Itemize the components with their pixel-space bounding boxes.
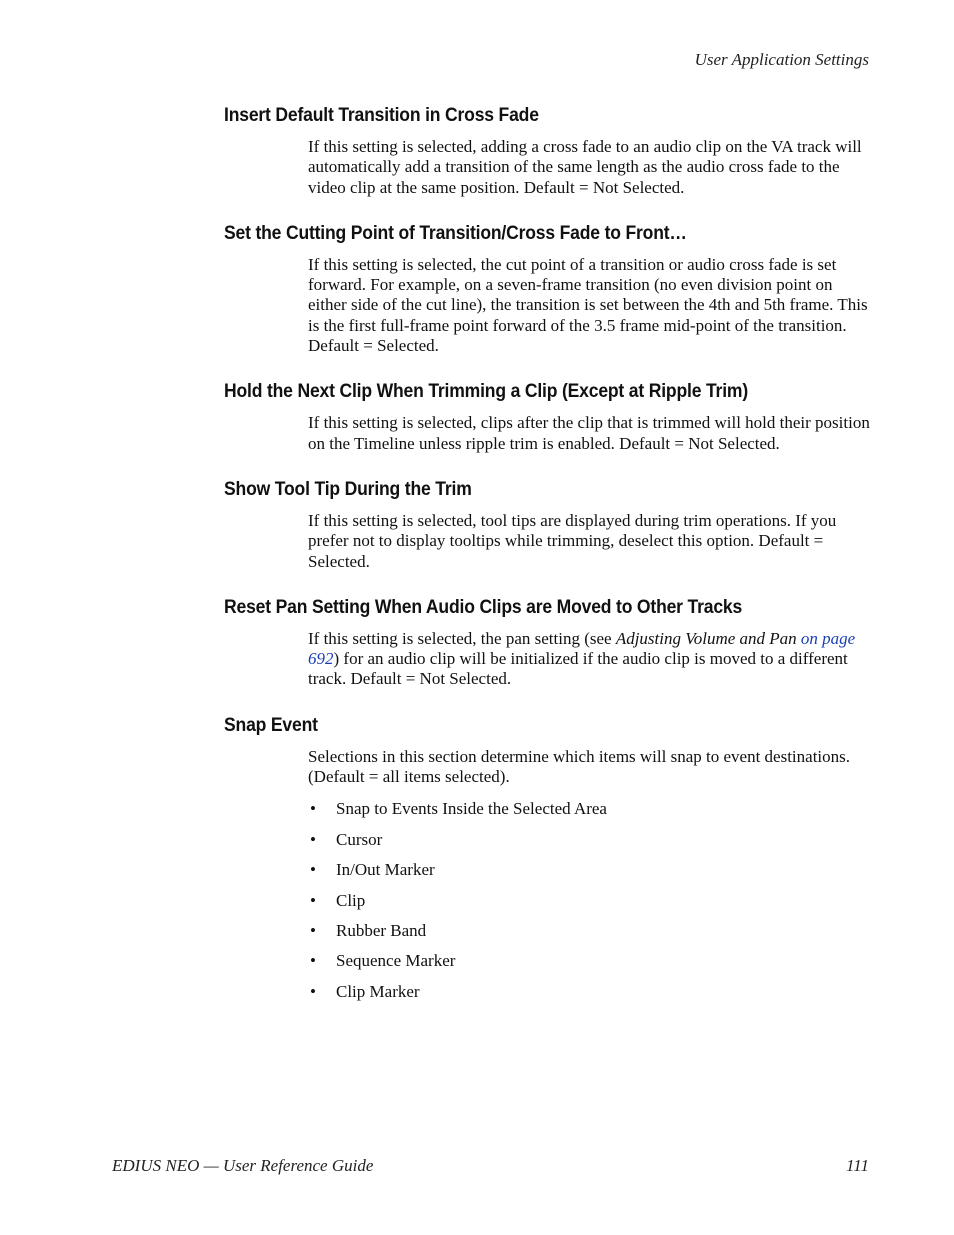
section-snap-event	[224, 714, 874, 1002]
section-heading: Snap Event	[224, 713, 318, 736]
list-item-label: Cursor	[336, 829, 383, 849]
bullet-icon: •	[310, 829, 316, 849]
list-item-label: Sequence Marker	[336, 951, 456, 971]
bullet-icon: •	[310, 920, 316, 940]
body-text-before: If this setting is selected, the pan setting (see	[308, 628, 616, 648]
list-item-label: Snap to Events Inside the Selected Area	[336, 799, 607, 819]
section-heading: Insert Default Transition in Cross Fade	[224, 104, 539, 126]
list-item-label: Rubber Band	[336, 920, 427, 940]
bullet-icon: •	[310, 799, 316, 819]
list-item	[308, 860, 874, 880]
snap-event-list	[308, 799, 874, 1002]
page-number: 111	[846, 1156, 869, 1175]
section-heading: Set the Cutting Point of Transition/Cross Fade to Front…	[224, 221, 687, 244]
list-item-label: In/Out Marker	[336, 860, 435, 880]
bullet-icon: •	[310, 951, 316, 971]
list-item-label: Clip	[336, 890, 366, 910]
section-hold-next-clip	[224, 380, 874, 454]
list-item	[308, 982, 874, 1002]
running-header: User Application Settings	[694, 50, 869, 69]
section-cutting-point	[224, 222, 874, 356]
page-content	[224, 104, 874, 1026]
list-item	[308, 891, 874, 911]
cross-reference-title: Adjusting Volume and Pan	[615, 628, 797, 648]
list-item	[308, 799, 874, 819]
section-body: If this setting is selected, tool tips are displayed during trim operations. If you prefer not to display tooltips while trimming, deselect this option. Default = Selected.	[308, 510, 837, 571]
section-show-tool-tip	[224, 478, 874, 572]
bullet-icon: •	[310, 890, 316, 910]
section-body: If this setting is selected, the cut point of a transition or audio cross fade is set forward. For example, on a seven-frame transition (no even division point on either side of the cut line), the transition is set between the 4th and 5th frame. This is the first full-frame point forward of the 3.5 frame mid-point of the transition. Default = Selected.	[308, 254, 868, 356]
list-item	[308, 951, 874, 971]
section-body	[308, 629, 870, 690]
section-body: Selections in this section determine which items will snap to event destinations. (Default = all items selected).	[308, 746, 851, 787]
bullet-icon: •	[310, 860, 316, 880]
bullet-icon: •	[310, 981, 316, 1001]
section-heading: Hold the Next Clip When Trimming a Clip (Except at Ripple Trim)	[224, 380, 748, 403]
list-item-label: Clip Marker	[336, 981, 420, 1001]
section-reset-pan-setting	[224, 596, 874, 690]
cross-reference-link[interactable]: on page 692	[308, 628, 856, 669]
section-body: If this setting is selected, adding a cross fade to an audio clip on the VA track will automatically add a transition of the same length as the audio cross fade to the video clip at the same position. Default = Not Selected.	[308, 137, 862, 197]
section-insert-default-transition	[224, 104, 874, 198]
section-heading: Reset Pan Setting When Audio Clips are Moved to Other Tracks	[224, 595, 743, 618]
body-text-after: ) for an audio clip will be initialized if the audio clip is moved to a different track. Default = Not Selected.	[308, 649, 848, 689]
list-item	[308, 830, 874, 850]
section-body: If this setting is selected, clips after the clip that is trimmed will hold their position on the Timeline unless ripple trim is enabled. Default = Not Selected.	[308, 413, 870, 453]
list-item	[308, 921, 874, 941]
page-footer	[112, 1156, 869, 1176]
footer-guide-title: EDIUS NEO — User Reference Guide	[112, 1156, 374, 1175]
section-heading: Show Tool Tip During the Trim	[224, 477, 472, 500]
